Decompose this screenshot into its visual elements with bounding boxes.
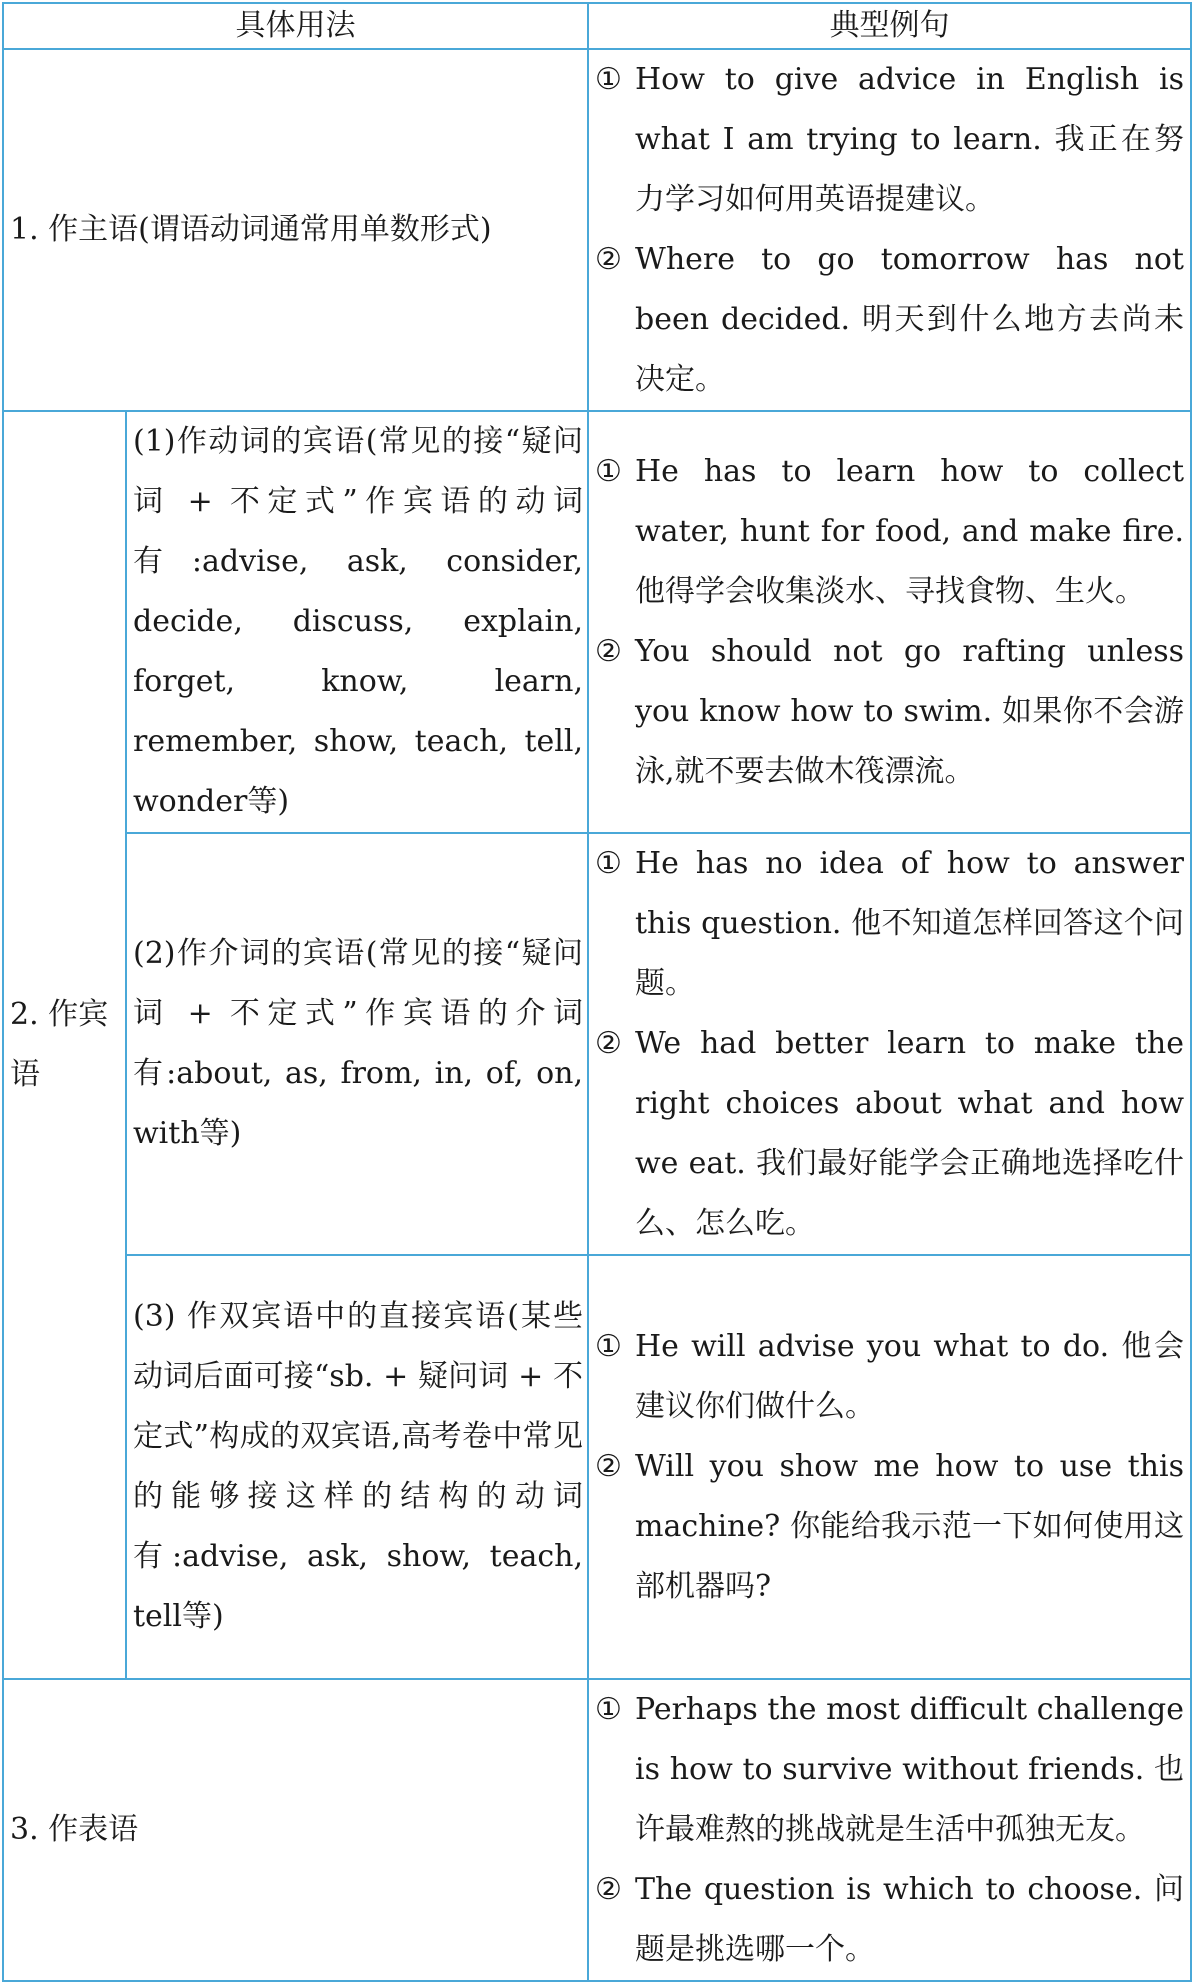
header-row: [3, 3, 1191, 49]
table-row: [3, 833, 1191, 1255]
usage-cell: 1. 作主语(谓语动词通常用单数形式): [3, 49, 588, 411]
table-row: [3, 49, 1191, 411]
example-text: He has to learn how to collect water, hunt for food, and make fire. 他得学会收集淡水、寻找食物、生火。: [635, 454, 1184, 609]
example-sentence: [595, 50, 1184, 230]
example-marker: ②: [595, 1449, 622, 1484]
sub-usage-cell: (3) 作双宾语中的直接宾语(某些动词后面可接“sb. + 疑问词 + 不定式”构成的双宾语,高考卷中常见的能够接这样的结构的动词有:advise, ask, show, teach, tell等): [126, 1255, 588, 1679]
example-marker: ②: [595, 242, 622, 277]
examples-cell: [588, 833, 1191, 1255]
usage-cell: 3. 作表语: [3, 1679, 588, 1981]
example-marker: ①: [595, 1329, 622, 1364]
example-marker: ②: [595, 634, 622, 669]
header-usage: 具体用法: [3, 3, 588, 49]
example-marker: ①: [595, 846, 622, 881]
example-sentence: [595, 230, 1184, 410]
example-marker: ②: [595, 1026, 622, 1061]
example-text: The question is which to choose. 问题是挑选哪一个。: [635, 1872, 1184, 1967]
example-marker: ②: [595, 1872, 622, 1907]
usage-cell: 2. 作宾语: [3, 411, 126, 1679]
example-text: He will advise you what to do. 他会建议你们做什么。: [635, 1329, 1184, 1424]
sub-usage-cell: (1)作动词的宾语(常见的接“疑问词 + 不定式”作宾语的动词有:advise, ask, consider, decide, discuss, explain, forget, know, learn, remember, show, teach, tell, wonder等): [126, 411, 588, 833]
example-sentence: [595, 442, 1184, 622]
example-sentence: [595, 1860, 1184, 1980]
example-text: He has no idea of how to answer this question. 他不知道怎样回答这个问题。: [635, 846, 1184, 1001]
example-marker: ①: [595, 454, 622, 489]
example-sentence: [595, 1014, 1184, 1254]
example-sentence: [595, 622, 1184, 802]
example-marker: ①: [595, 62, 622, 97]
example-sentence: [595, 1437, 1184, 1617]
examples-cell: [588, 1679, 1191, 1981]
example-sentence: [595, 1680, 1184, 1860]
example-text: How to give advice in English is what I am trying to learn. 我正在努力学习如何用英语提建议。: [635, 62, 1184, 217]
usage-table: [2, 2, 1192, 1982]
examples-cell: [588, 49, 1191, 411]
example-sentence: [595, 1317, 1184, 1437]
example-text: Perhaps the most difficult challenge is how to survive without friends. 也许最难熬的挑战就是生活中孤独无友。: [635, 1692, 1184, 1847]
header-examples: 典型例句: [588, 3, 1191, 49]
examples-cell: [588, 411, 1191, 833]
example-text: You should not go rafting unless you know how to swim. 如果你不会游泳,就不要去做木筏漂流。: [635, 634, 1184, 789]
examples-cell: [588, 1255, 1191, 1679]
example-text: We had better learn to make the right choices about what and how we eat. 我们最好能学会正确地选择吃什么、怎么吃。: [635, 1026, 1184, 1241]
table-row: [3, 411, 1191, 833]
table-row: [3, 1679, 1191, 1981]
example-text: Where to go tomorrow has not been decided. 明天到什么地方去尚未决定。: [635, 242, 1184, 397]
example-marker: ①: [595, 1692, 622, 1727]
example-sentence: [595, 834, 1184, 1014]
example-text: Will you show me how to use this machine? 你能给我示范一下如何使用这部机器吗?: [635, 1449, 1184, 1604]
table-row: [3, 1255, 1191, 1679]
sub-usage-cell: (2)作介词的宾语(常见的接“疑问词 + 不定式”作宾语的介词有:about, as, from, in, of, on, with等): [126, 833, 588, 1255]
